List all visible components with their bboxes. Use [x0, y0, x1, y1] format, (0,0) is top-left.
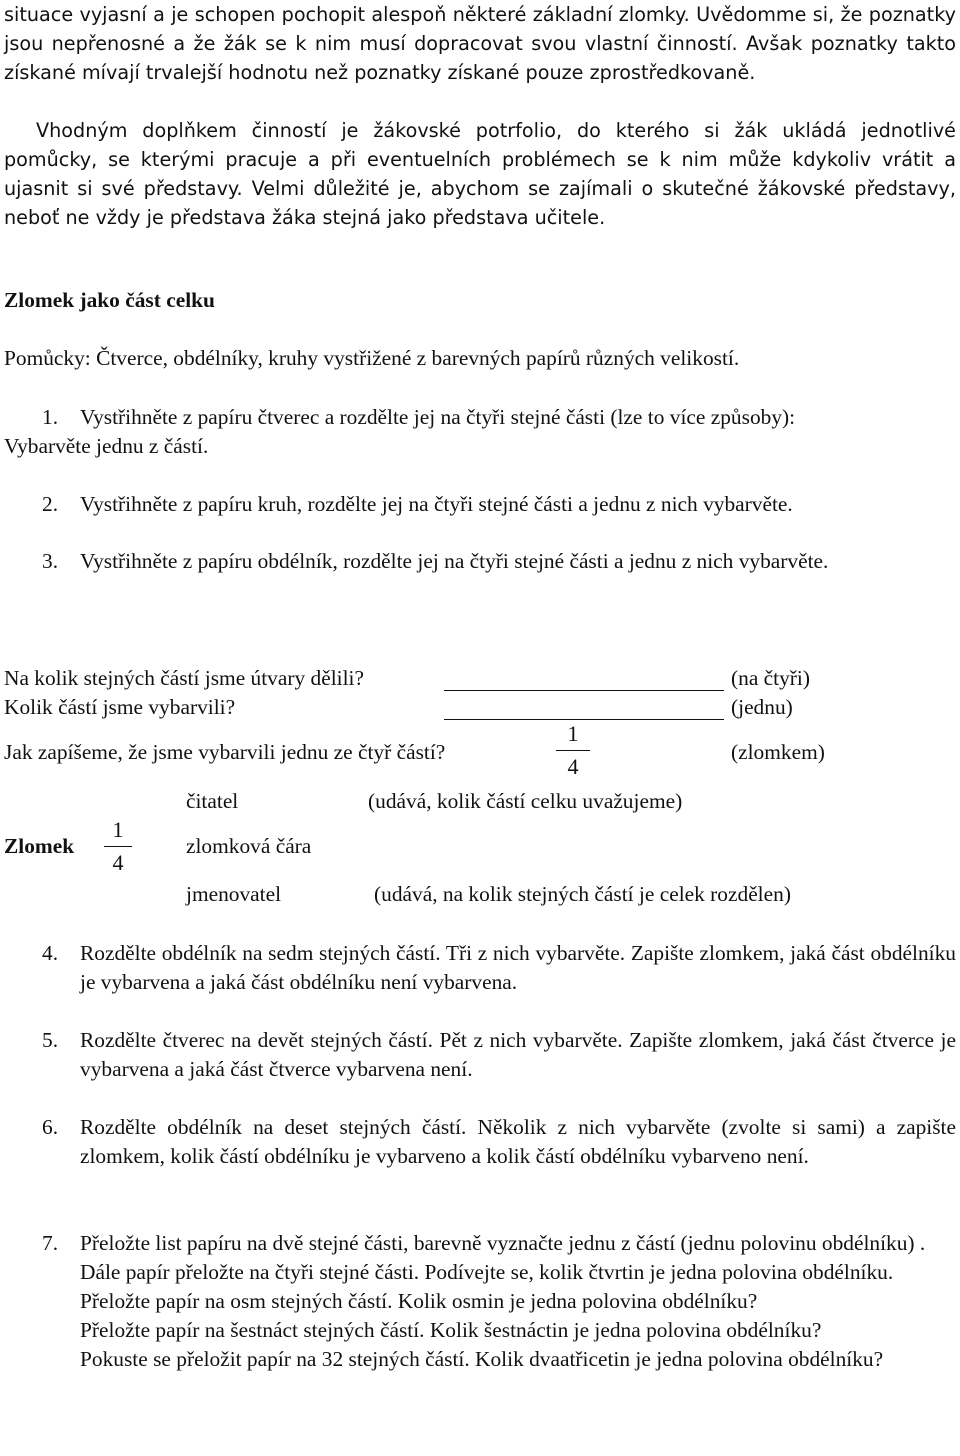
fraction-label: Zlomek: [4, 834, 75, 858]
task-7-line-5: Pokuste se přeložit papír na 32 stejných částí. Kolik dvaatřicetin je jedna polovina obdélníku?: [80, 1347, 884, 1371]
answer-2: (jednu): [731, 695, 793, 719]
task-7-line-1: Přeložte list papíru na dvě stejné části, barevně vyznačte jednu z částí (jednu polovinu obdélníku) .: [80, 1231, 926, 1255]
fraction-numerator: 1: [112, 817, 124, 842]
task-7-line-3: Přeložte papír na osm stejných částí. Kolik osmin je jedna polovina obdélníku?: [80, 1289, 758, 1313]
answer-line-2: [444, 719, 724, 720]
task-text: Vystřihněte z papíru kruh, rozdělte jej na čtyři stejné části a jednu z nich vybarvěte.: [80, 492, 793, 516]
task-7: [4, 1229, 956, 1374]
task-text: Rozdělte čtverec na devět stejných částí. Pět z nich vybarvěte. Zapište zlomkem, jaká část čtverce je vybarvena a jaká část čtverce vybarvena není.: [80, 1028, 956, 1081]
task-text: Rozdělte obdélník na sedm stejných částí. Tři z nich vybarvěte. Zapište zlomkem, jaká část obdélníku je vybarvena a jaká část obdélníku není vybarvena.: [80, 941, 956, 994]
task-6: [4, 1113, 956, 1171]
intro-paragraph-2: Vhodným doplňkem činností je žákovské potrfolio, do kterého si žák ukládá jednotlivé pomůcky, se kterými pracuje a při eventuelních problémech se k nim může kdykoliv vrátit a ujasnit si své představy. Velmi důležité je, abychom se zajímali o skutečné žákovské představy, neboť ne vždy je představa žáka stejná jako představa učitele.: [4, 119, 956, 229]
task-4: [4, 939, 956, 997]
question-fraction: [556, 722, 590, 779]
intro-paragraph-1: situace vyjasní a je schopen pochopit alespoň některé základní zlomky. Uvědomme si, že poznatky jsou nepřenosné a že žák se k nim musí dopracovat svou vlastní činností. Avšak poznatky takto získané mívají trvalejší hodnotu než poznatky získané pouze zprostředkovaně.: [4, 3, 956, 84]
task-7-line-4: Přeložte papír na šestnáct stejných částí. Kolik šestnáctin je jedna polovina obdélníku?: [80, 1318, 822, 1342]
task-number: 5.: [42, 1028, 59, 1052]
question-1: Na kolik stejných částí jsme útvary dělili?: [4, 666, 364, 690]
term-denominator-desc: (udává, na kolik stejných částí je celek rozdělen): [374, 882, 791, 906]
task-text: Rozdělte obdélník na deset stejných částí. Několik z nich vybarvěte (zvolte si sami) a zapište zlomkem, kolik částí obdélníku je vybarveno a kolik částí obdélníku vybarveno není.: [80, 1115, 956, 1168]
term-fraction-bar: zlomková čára: [186, 834, 312, 858]
task-number: 2.: [42, 492, 59, 516]
answer-1: (na čtyři): [731, 666, 810, 690]
term-numerator: čitatel: [186, 789, 239, 813]
answer-3: (zlomkem): [731, 740, 825, 764]
task-text: Vystřihněte z papíru obdélník, rozdělte jej na čtyři stejné části a jednu z nich vybarvěte.: [80, 549, 829, 573]
task-1: [4, 403, 956, 461]
fraction-bar: [104, 846, 132, 847]
fraction-numerator: 1: [567, 721, 579, 746]
task-number: 1.: [42, 405, 59, 429]
fraction-denominator: 4: [112, 850, 124, 875]
task-number: 3.: [42, 549, 59, 573]
task-3: [4, 547, 956, 576]
fraction-denominator: 4: [567, 754, 579, 779]
task-text-continued: Vybarvěte jednu z částí.: [4, 434, 209, 458]
term-denominator: jmenovatel: [186, 882, 282, 906]
task-5: [4, 1026, 956, 1084]
term-numerator-desc: (udává, kolik částí celku uvažujeme): [368, 789, 683, 813]
task-number: 4.: [42, 941, 59, 965]
answer-line-1: [444, 690, 724, 691]
tools-line: Pomůcky: Čtverce, obdélníky, kruhy vystřižené z barevných papírů různých velikostí.: [4, 346, 740, 370]
task-7-line-2: Dále papír přeložte na čtyři stejné části. Podívejte se, kolik čtvrtin je jedna polovina obdélníku.: [80, 1260, 894, 1284]
task-text: Vystřihněte z papíru čtverec a rozdělte jej na čtyři stejné části (lze to více způsoby):: [80, 405, 796, 429]
question-3: Jak zapíšeme, že jsme vybarvili jednu ze čtyř částí?: [4, 740, 446, 764]
fraction-bar: [556, 750, 590, 751]
task-number: 6.: [42, 1115, 59, 1139]
section-heading: Zlomek jako část celku: [4, 288, 215, 312]
task-number: 7.: [42, 1231, 59, 1255]
task-2: [4, 490, 956, 519]
question-2: Kolik částí jsme vybarvili?: [4, 695, 236, 719]
definition-fraction: [104, 818, 132, 875]
